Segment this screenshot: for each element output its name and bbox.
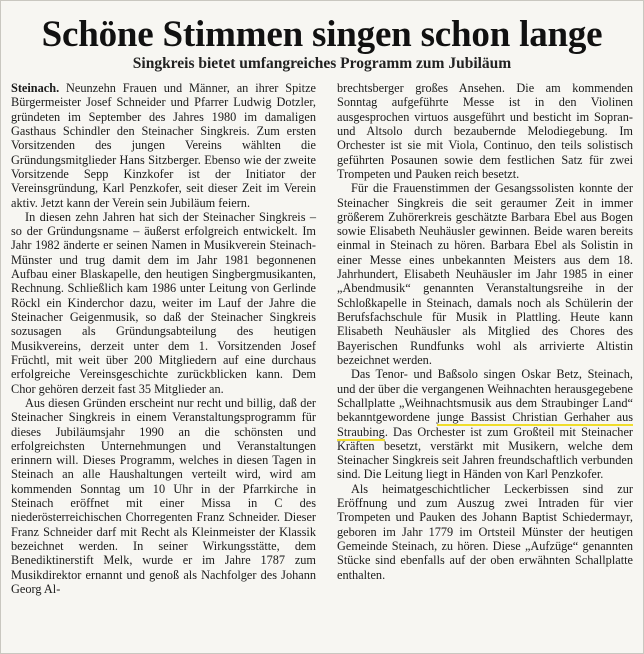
dateline: Steinach. [11, 81, 60, 95]
paragraph-3: Aus diesen Gründen erscheint nur recht und billig, daß der Steinacher Singkreis in einem Veranstaltungsprogramm für dieses Jubiläumsjahr 1990 an die schönsten und erfolgreichsten Unternehmungen und Veranstaltungen erinnern will. Dieses Programm, welches in diesen Tagen in Steinach an alle Haushaltungen verteilt wird, wird am kommenden Sonntag um 10 Uhr in der Pfarrkirche in Steinach eröffnet mit einer Missa in C des niederösterreichischen Chorregenten Franz Schneider. Dieser Franz Schneider darf mit Recht als Kleinmeister der Klassik bezeichnet werden. In seiner Wirkungsstätte, dem Benediktinerstift Melk, wurde er im Jahre 1787 zum Musikdirektor ernannt und genoß als Nachfolger des Johann Georg Al- [11, 395, 316, 596]
highlighted-passage: junge Bassist Christian Gerhaher aus Straubing [337, 410, 633, 439]
paragraph-4: brechtsberger großes Ansehen. Die am kommenden Sonntag aufgeführte Messe ist in den Violinen ausgesprochen virtuos ausgeführt und besticht im Sopran- und Altsolo durch bezaubernde Melodiegebung. Im Orchester ist sie mit Viola, Continuo, den teils solistisch geführten Posaunen sowie dem festlichen Satz für zwei Trompeten und Pauken reich besetzt. [337, 81, 633, 181]
article-column-left [11, 81, 316, 596]
paragraph-5: Für die Frauenstimmen der Gesangssolisten konnte der Steinacher Singkreis die seit geraumer Zeit in immer größerem Zuhörerkreis geschätzte Barbara Ebel aus Bogen sowie Elisabeth Neuhäusler gewinnen. Beide waren bereits einmal in Steinach zu hören. Barbara Ebel als Solistin in einer Messe eines unbekannten Meisters aus dem 18. Jahrhundert, Elisabeth Neuhäusler im Jahr 1985 in einer „Abendmusik“ genannten Veranstaltungsreihe in der Schloßkapelle in Steinach, damals noch als Schülerin der Berufsfachschule für Musik in Plattling. Heute kann Elisabeth Neuhäusler als Mitglied des Chores des Bayerischen Rundfunks wohl als arrivierte Altistin bezeichnet werden. [337, 181, 633, 367]
paragraph-7: Als heimatgeschichtlicher Leckerbissen sind zur Eröffnung und zum Auszug zwei Intraden für vier Trompeten und Pauken des Johann Baptist Schiedermayr, geboren im Jahr 1779 im Ortsteil Münster der heutigen Gemeinde Steinach, zu hören. Diese „Aufzüge“ genannten Stücke sind ebenfalls auf der oben erwähnten Schallplatte enthalten. [337, 481, 633, 582]
paragraph-6-end: . Das Orchester ist zum Großteil mit Steinacher Kräften besetzt, verstärkt mit Musikern, welche dem Steinacher Singkreis seit Jahren freundschaftlich verbunden sind. Die Leitung liegt in Händen von Karl Penzkofer. [337, 424, 633, 482]
paragraph-1 [11, 81, 316, 210]
paragraph-2: In diesen zehn Jahren hat sich der Steinacher Singkreis – so der Gründungsname – äußerst erfolgreich entwickelt. Im Jahr 1982 änderte er seinen Namen in Musikverein Steinach-Münster und trug damit dem im Jahr 1981 begonnenen Aufbau einer Blaskapelle, den heutigen Singbergmusikanten, Rechnung. Schließlich kam 1986 unter Leitung von Gerlinde Röckl ein Kinderchor dazu, weiter im Lauf der Jahre die Steinacher Geigenmusik, so daß der Steinacher Singkreis sozusagen als Gründungsabteilung des heutigen Musikvereins, derzeit unter dem 1. Vorsitzenden Josef Früchtl, mit weit über 200 Mitgliedern auf eine durchaus erfolgreiche Vereinsgeschichte zurückblicken kann. Dem Chor gehören derzeit fast 35 Mitglieder an. [11, 209, 316, 396]
article-column-right [337, 81, 633, 582]
headline: Schöne Stimmen singen schon lange [41, 14, 603, 55]
subheadline: Singkreis bietet umfangreiches Programm zum Jubiläum [132, 55, 512, 72]
paragraph-1-text: Neunzehn Frauen und Männer, an ihrer Spitze Bürgermeister Josef Schneider und Pfarrer Ludwig Dotzler, gründeten im September des Jahres 1980 im damaligen Gasthaus Schindler den Steinacher Singkreis. Zum ersten Vorsitzenden des jungen Vereins wählten die Gründungsmitglieder Hans Sitzberger. Ebenso wie der zweite Vorsitzende Sepp Kinzkofer ist der Initiator der Vereinsgründung, Karl Penzkofer, seit dieser Zeit im Verein aktiv. Jetzt kann der Verein sein Jubiläum feiern. [11, 81, 316, 210]
paragraph-6 [337, 367, 633, 482]
paragraph-6-start: Das Tenor- und Baßsolo singen Oskar Betz, Steinach, und der über die vergangenen Weihnachten herausgegebene Schallplatte „Weihnachtsmusik aus dem Straubinger Land“ bekanntgewordene [337, 367, 633, 425]
